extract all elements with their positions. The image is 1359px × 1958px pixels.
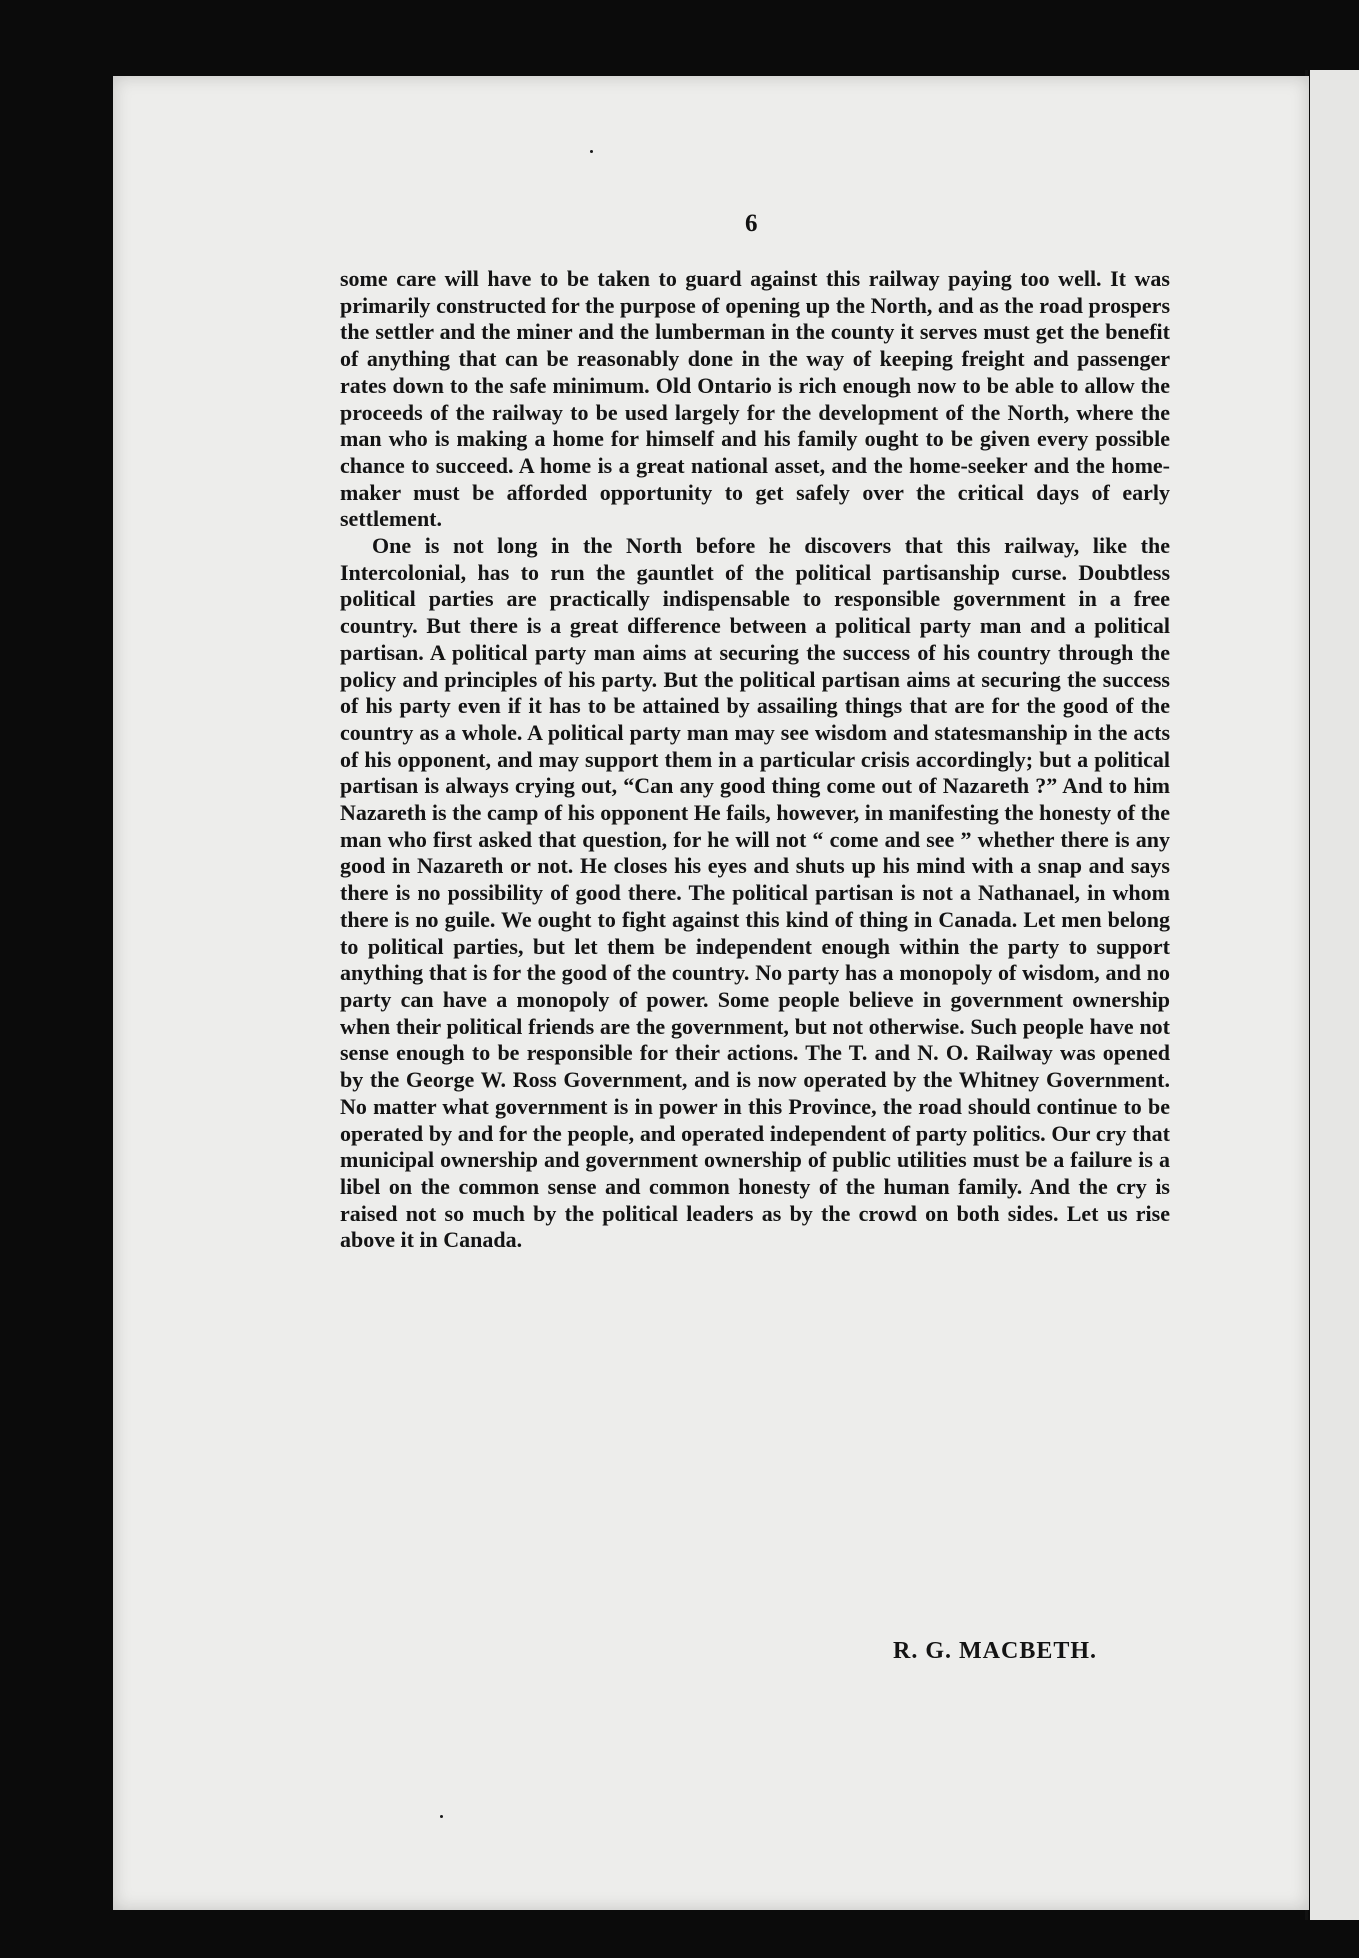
page-number: 6 (745, 210, 758, 237)
paragraph-1: some care will have to be taken to guard against this railway paying too well. It was primarily constructed for the purpose of opening up the North, and as the road prospers the settler and the miner and the lumberman in the county it serves must get the benefit of anything that can be reasonably done in the way of keeping freight and passenger rates down to the safe minimum. Old Ontario is rich enough now to be able to allow the proceeds of the railway to be used largely for the development of the North, where the man who is making a home for himself and his family ought to be given every possible chance to succeed. A home is a great national asset, and the home-seeker and the home-maker must be afforded opportunity to get safely over the critical days of early settlement. (340, 266, 1170, 532)
paragraph-2: One is not long in the North before he discovers that this railway, like the Intercolonial, has to run the gauntlet of the political partisanship curse. Doubtless political parties are practically indispensable to responsible government in a free country. But there is a great difference between a political party man and a political partisan. A political party man aims at securing the success of his country through the policy and principles of his party. But the political partisan aims at securing the success of his party even if it has to be attained by assailing things that are for the good of the country as a whole. A political party man may see wisdom and statesmanship in the acts of his opponent, and may support them in a particular crisis accordingly; but a political partisan is always crying out, “Can any good thing come out of Nazareth ?” And to him Nazareth is the camp of his opponent He fails, however, in manifesting the honesty of the man who first asked that question, for he will not “ come and see ” whether there is any good in Nazareth or not. He closes his eyes and shuts up his mind with a snap and says there is no possibility of good there. The political partisan is not a Nathanael, in whom there is no guile. We ought to fight against this kind of thing in Canada. Let men belong to political parties, but let them be independent enough within the party to support anything that is for the good of the country. No party has a monopoly of wisdom, and no party can have a monopoly of power. Some people believe in government ownership when their political friends are the government, but not otherwise. Such people have not sense enough to be responsible for their actions. The T. and N. O. Railway was opened by the George W. Ross Government, and is now operated by the Whitney Government. No matter what government is in power in this Province, the road should continue to be operated by and for the people, and operated independent of party politics. Our cry that municipal ownership and government ownership of public utilities must be a failure is a libel on the common sense and common honesty of the human family. And the cry is raised not so much by the political leaders as by the crowd on both sides. Let us rise above it in Canada. (340, 533, 1170, 1253)
article-body (340, 266, 1170, 1254)
author-signature: R. G. MACBETH. (893, 1638, 1098, 1664)
adjacent-page-edge (1310, 70, 1359, 1920)
scan-speck (440, 1815, 443, 1818)
scan-speck (590, 150, 593, 153)
